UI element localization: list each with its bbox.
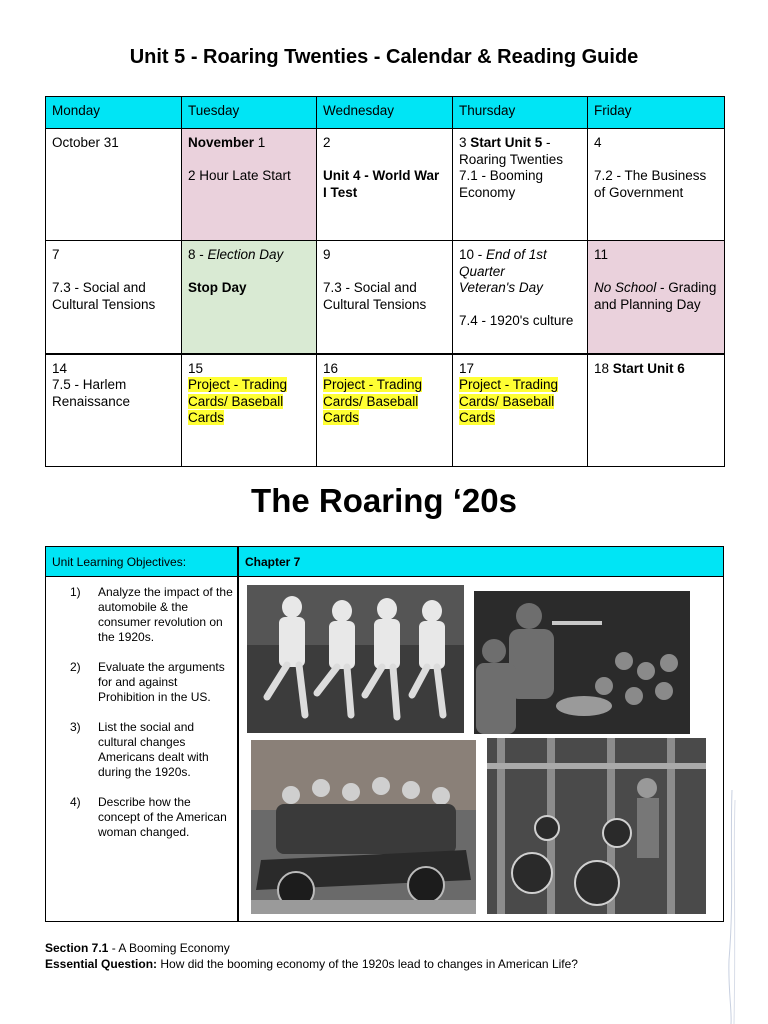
cell-date: 7	[52, 247, 60, 262]
calendar-week-3	[46, 354, 725, 467]
cell-date: October 31	[52, 135, 119, 150]
cell-date: 11	[594, 247, 609, 262]
cell-note	[323, 377, 446, 427]
date-num: 10 -	[459, 247, 487, 262]
section-label: Section 7.1	[45, 941, 109, 955]
item-text: Describe how the concept of the American woman changed.	[98, 795, 227, 839]
cell-note: 7.4 - 1920's culture	[459, 313, 574, 328]
cell-nov-2	[317, 129, 453, 241]
cell-date	[459, 247, 581, 280]
header-tuesday: Tuesday	[182, 97, 317, 129]
cell-nov-7	[46, 241, 182, 354]
date-num: 1	[254, 135, 266, 150]
cell-date: 16	[323, 360, 339, 376]
cell-nov-18	[588, 354, 725, 467]
pencil-mark	[726, 790, 736, 1024]
essential-question-label: Essential Question:	[45, 957, 158, 971]
objectives-list	[70, 585, 236, 855]
cell-date	[459, 135, 581, 168]
event-label-2: Veteran's Day	[459, 280, 543, 295]
event-label: No School	[594, 280, 657, 295]
item-text: Evaluate the arguments for and against Prohibition in the US.	[98, 660, 225, 704]
essential-question-line	[45, 957, 578, 972]
cell-nov-14	[46, 354, 182, 467]
car-crowd-photo	[251, 740, 476, 914]
cell-note: 7.1 - Booming Economy	[459, 168, 544, 200]
header-monday: Monday	[46, 97, 182, 129]
cell-nov-8	[182, 241, 317, 354]
cell-nov-16	[317, 354, 453, 467]
item-text: List the social and cultural changes Americans dealt with during the 1920s.	[98, 720, 209, 779]
objectives-header: Unit Learning Objectives:	[52, 555, 187, 569]
cell-note	[188, 377, 310, 427]
calendar-week-2	[46, 241, 725, 354]
cell-note: 7.5 - Harlem Renaissance	[52, 377, 131, 409]
section-line	[45, 941, 230, 956]
date-num: 8 -	[188, 247, 208, 262]
start-unit-label: Start Unit 6	[612, 360, 685, 376]
cell-note: 7.2 - The Business of Government	[594, 168, 707, 200]
header-thursday: Thursday	[453, 97, 588, 129]
calendar-header-row	[46, 97, 725, 129]
cell-note: Stop Day	[188, 280, 247, 295]
cell-date: 14	[52, 360, 68, 376]
event-detail: - Grading and Planning Day	[594, 280, 717, 312]
cell-note	[594, 280, 718, 313]
cell-nov-3	[453, 129, 588, 241]
section-heading: The Roaring ‘20s	[251, 482, 517, 519]
column-divider	[237, 547, 239, 921]
item-number: 1)	[70, 585, 81, 599]
list-item	[70, 660, 236, 705]
month-label: November	[188, 135, 255, 150]
cell-date: 9	[323, 247, 331, 262]
essential-question-text: How did the booming economy of the 1920s lead to changes in American Life?	[157, 957, 578, 971]
highlighted-note: Project - Trading Cards/ Baseball Cards	[188, 377, 288, 425]
list-item	[70, 585, 236, 645]
cell-date	[188, 247, 310, 264]
date-num: 3	[459, 135, 471, 150]
section-title: - A Booming Economy	[108, 941, 230, 955]
header-wednesday: Wednesday	[317, 97, 453, 129]
highlighted-note: Project - Trading Cards/ Baseball Cards	[459, 377, 559, 425]
cell-date: 2	[323, 135, 331, 150]
list-item	[70, 795, 236, 840]
cell-nov-4	[588, 129, 725, 241]
header-friday: Friday	[588, 97, 725, 129]
cell-date: 15	[188, 360, 204, 376]
cell-note	[459, 377, 581, 427]
list-item	[70, 720, 236, 780]
cell-nov-1	[182, 129, 317, 241]
jazz-musicians-photo	[474, 591, 690, 734]
cell-date: 17	[459, 360, 475, 376]
cell-date: 4	[594, 135, 602, 150]
item-text: Analyze the impact of the automobile & the consumer revolution on the 1920s.	[98, 585, 233, 644]
cell-date	[188, 135, 310, 152]
cell-nov-11	[588, 241, 725, 354]
assembly-line-photo	[487, 738, 706, 914]
unit-box-header	[46, 547, 723, 577]
event-label: Election Day	[207, 247, 284, 262]
cell-nov-17	[453, 354, 588, 467]
highlighted-note: Project - Trading Cards/ Baseball Cards	[323, 377, 423, 425]
item-number: 4)	[70, 795, 81, 809]
item-number: 2)	[70, 660, 81, 674]
event-label: End of 1st Quarter	[459, 247, 547, 279]
cell-nov-9	[317, 241, 453, 354]
cell-date	[594, 361, 718, 378]
cell-note: Unit 4 - World War I Test	[323, 168, 440, 200]
flapper-dancers-photo	[247, 585, 464, 733]
document-title: Unit 5 - Roaring Twenties - Calendar & Reading Guide	[129, 46, 639, 68]
item-number: 3)	[70, 720, 81, 734]
cell-nov-10	[453, 241, 588, 354]
calendar-table	[45, 96, 725, 467]
unit-name: - Roaring Twenties	[459, 135, 564, 167]
cell-nov-15	[182, 354, 317, 467]
cell-note: 7.3 - Social and Cultural Tensions	[323, 280, 427, 312]
chapter-header: Chapter 7	[245, 555, 301, 569]
cell-note: 7.3 - Social and Cultural Tensions	[52, 280, 156, 312]
start-unit-label: Start Unit 5	[470, 135, 543, 150]
calendar-week-1	[46, 129, 725, 241]
unit-objectives-box	[45, 546, 724, 922]
cell-oct-31	[46, 129, 182, 241]
date-num: 18	[594, 360, 613, 376]
cell-note: 2 Hour Late Start	[188, 168, 291, 183]
